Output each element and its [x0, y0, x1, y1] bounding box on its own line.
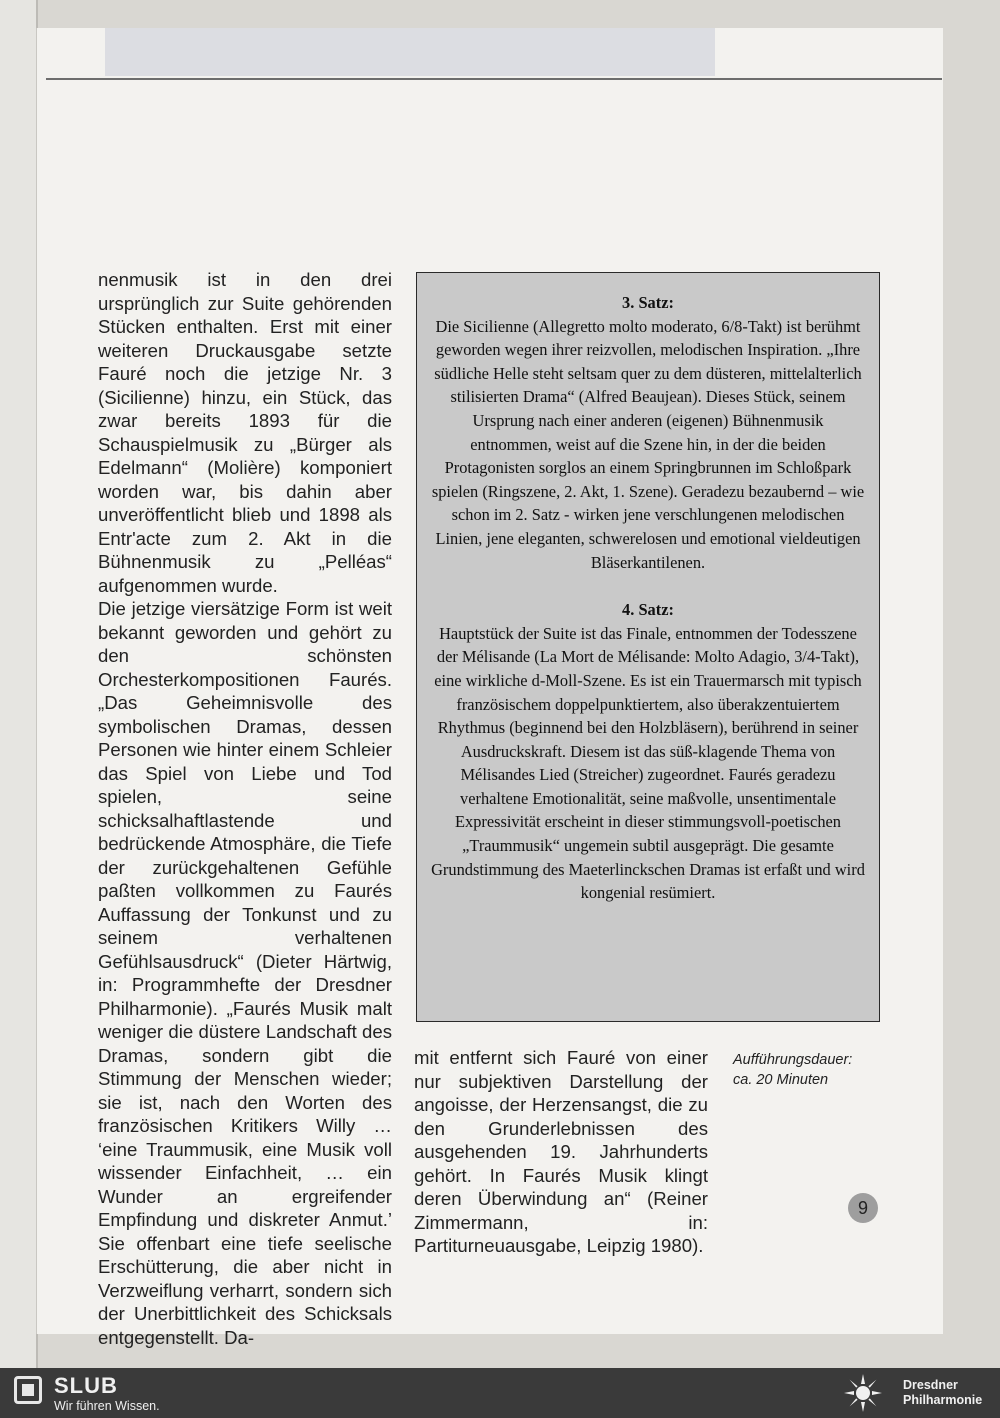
paragraph: mit entfernt sich Fauré von einer nur subjektiven Darstellung der angoisse, der Herzensangst, die zu den Grunderlebnissen des ausgehenden 19. Jahrhunderts gehört. In Faurés Musik klingt deren Überwindung an“ (Reiner Zimmermann, in: Partiturneuausgabe, Leipzig 1980).: [414, 1047, 708, 1256]
header-band: [105, 28, 715, 76]
partner-name-line2: Philharmonie: [903, 1393, 983, 1407]
performance-duration: [733, 1050, 883, 1090]
header-rule: [46, 78, 942, 80]
movement-3-text: Die Sicilienne (Allegretto molto moderato, 6/8-Takt) ist berühmt geworden wegen ihrer reizvollen, melodischen Inspiration. „Ihre südliche Helle steht seltsam quer zu dem düsteren, mittelalterlich stilisierten Drama“ (Alfred Beaujean). Dieses Stück, seinem Ursprung nach einer anderen (eigenen) Bühnenmusik entnommen, weist auf die Szene hin, in der die beiden Protagonisten sorglos an einem Springbrunnen im Schloßpark spielen (Ringszene, 2. Akt, 1. Szene). Geradezu bezaubernd – wie schon im 2. Satz - wirken jene verschlungenen melodischen Linien, jene eleganten, schwerelosen und emotional vieldeutigen Bläserkantilenen.: [431, 316, 865, 572]
philharmonie-logo-icon[interactable]: [842, 1372, 884, 1414]
page-number: 9: [848, 1193, 878, 1223]
footer-bar: [0, 1368, 1000, 1418]
movement-notes-box: [416, 272, 880, 1022]
duration-value: ca. 20 Minuten: [733, 1072, 829, 1088]
facing-page-edge: [0, 0, 38, 1368]
text-column-left: [98, 268, 392, 1349]
duration-label: Aufführungsdauer:: [733, 1052, 853, 1068]
paragraph: Die jetzige viersätzige Form ist weit bekannt geworden und gehört zu den schönsten Orchesterkompositionen Faurés. „Das Geheimnisvolle des symbolischen Dramas, dessen Personen wie hinter einem Schleier das Spiel von Liebe und Tod spielen, seine schicksalhaftlastende und bedrückende Atmosphäre, die Tiefe der zurückgehaltenen Gefühle paßten vollkommen zu Faurés Auffassung der Tonkunst und zu seinem verhaltenen Gefühlsausdruck“ (Dieter Härtwig, in: Programmhefte der Dresdner Philharmonie). „Faurés Musik malt weniger die düstere Landschaft des Dramas, sondern gibt die Stimmung der Menschen wieder; sie ist, nach den Worten des französischen Kritikers Willy … ‘eine Traummusik, eine Musik voll wissender Einfachheit, … ein Wunder an ergreifender Empfindung und diskreter Anmut.’ Sie offenbart eine tiefe seelische Erschütterung, die aber nicht in Verzweiflung verharrt, sondern sich der Unerbittlichkeit des Schicksals entgegenstellt. Da-: [98, 598, 392, 1348]
movement-4-title: 4. Satz:: [622, 600, 674, 620]
partner-name-line1: Dresdner: [903, 1378, 958, 1392]
slub-tagline: Wir führen Wissen.: [54, 1399, 160, 1413]
text-column-middle: [414, 1046, 708, 1258]
slub-name[interactable]: SLUB: [54, 1373, 118, 1398]
movement-3-title: 3. Satz:: [622, 293, 674, 312]
movement-4-text: Hauptstück der Suite ist das Finale, entnommen der Todesszene der Mélisande (La Mort de Mélisande: Molto Adagio, 3/4-Takt), eine wirkliche d-Moll-Szene. Es ist ein Trauermarsch mit typisch französischem doppelpunktiertem, also überakzentuiertem Rhythmus (beginnend bei den Holzbläsern), berührend in seiner Ausdruckskraft. Diesem ist das süß-klagende Thema von Mélisandes Lied (Streicher) zugeordnet. Faurés geradezu verhaltene Emotionalität, seine maßvolle, unsentimentale Expressivität erscheint in dieser stimmungsvoll-poetischen „Traummusik“ ungemein subtil ausgeprägt. Die gesamte Grundstimmung des Maeterlinckschen Dramas ist erfaßt und wird kongenial resümiert.: [431, 623, 865, 903]
slub-logo-icon[interactable]: [14, 1376, 42, 1404]
paragraph: nenmusik ist in den drei ursprünglich zur Suite gehörenden Stücken enthalten. Erst mit einer weiteren Druckausgabe setzte Fauré noch die jetzige Nr. 3 (Sicilienne) hinzu, ein Stück, das zwar bereits 1893 für die Schauspielmusik zu „Bürger als Edelmann“ (Molière) komponiert worden war, bis dahin aber unveröffentlicht blieb und 1898 als Entr'acte zum 2. Akt in die Bühnenmusik zu „Pelléas“ aufgenommen wurde.: [98, 269, 392, 596]
partner-name[interactable]: [903, 1378, 982, 1408]
